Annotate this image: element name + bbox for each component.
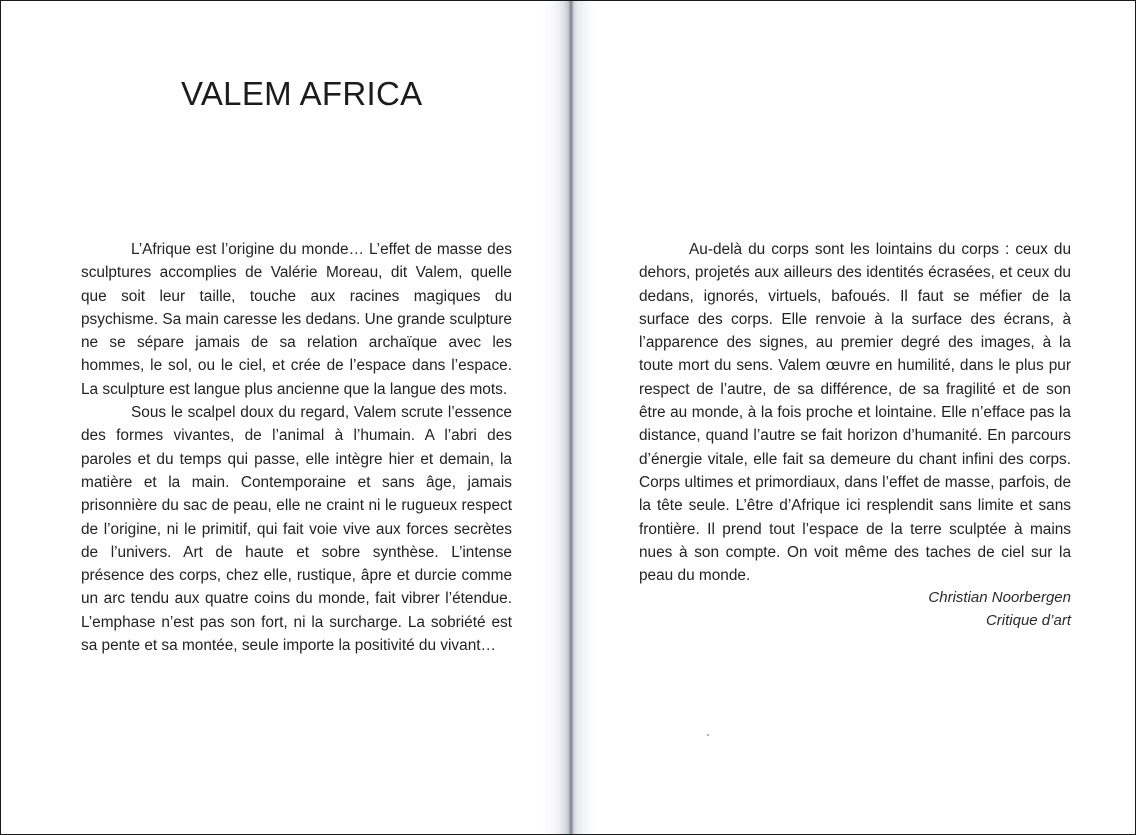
paper-speck [707,734,709,736]
paragraph: Au-delà du corps sont les lointains du corps : ceux du dehors, projetés aux ailleurs des identités écrasées, et ceux du dedans, ignorés, virtuels, bafoués. Il faut se méfier de la surface des corps. Elle renvoie à la surface des écrans, à l’apparence des signes, au premier degré des images, à la toute mort du sens. Valem œuvre en humilité, dans le plus pur respect de l’autre, de sa différence, de sa fragilité et de son être au monde, à la fois proche et lointaine. Elle n’efface pas la distance, quand l’autre se fait horizon d’humanité. En parcours d’énergie vitale, elle fait sa demeure du chant infini des corps. Corps ultimes et primordiaux, dans l’effet de masse, parfois, de la tête seule. L’être d’Afrique ici resplendit sans limite et sans frontière. Il prend tout l’espace de la terre sculptée à mains nues à son compte. On voit même des taches de ciel sur la peau du monde. [639,241,1071,585]
paragraph: Sous le scalpel doux du regard, Valem scrute l’essence des formes vivantes, de l’animal à l’humain. A l’abri des paroles et du temps qui passe, elle intègre hier et demain, la matière et la main. Contemporaine et sans âge, jamais prisonnière du sac de peau, elle ne craint ni le rugueux respect de l’origine, ni le primitif, qui fait voie vive aux forces secrètes de l’univers. Art de haute et sobre synthèse. L’intense présence des corps, chez elle, rustique, âpre et durcie comme un arc tendu aux quatre coins du monde, fait vibrer l’étendue. L’emphase n’est pas son fort, ni la surcharge. La sobriété est sa pente et sa montée, seule importe la positivité du vivant… [81,404,512,655]
signature-author: Christian Noorbergen [928,589,1071,606]
paragraph: L’Afrique est l’origine du monde… L’effet de masse des sculptures accomplies de Valérie Moreau, dit Valem, quelle que soit leur taille, touche aux racines magiques du psychisme. Sa main caresse les dedans. Une grande sculpture ne se sépare jamais de sa relation archaïque avec les hommes, le sol, ou le ciel, et crée de l’espace dans l’espace. La sculpture est langue plus ancienne que la langue des mots. [81,241,512,398]
left-page-text [81,238,512,657]
signature-block [928,586,1071,632]
page-title: VALEM AFRICA [181,75,423,112]
gutter-shadow [568,1,574,834]
signature-role: Critique d’art [985,612,1071,629]
right-page-text [639,238,1071,587]
